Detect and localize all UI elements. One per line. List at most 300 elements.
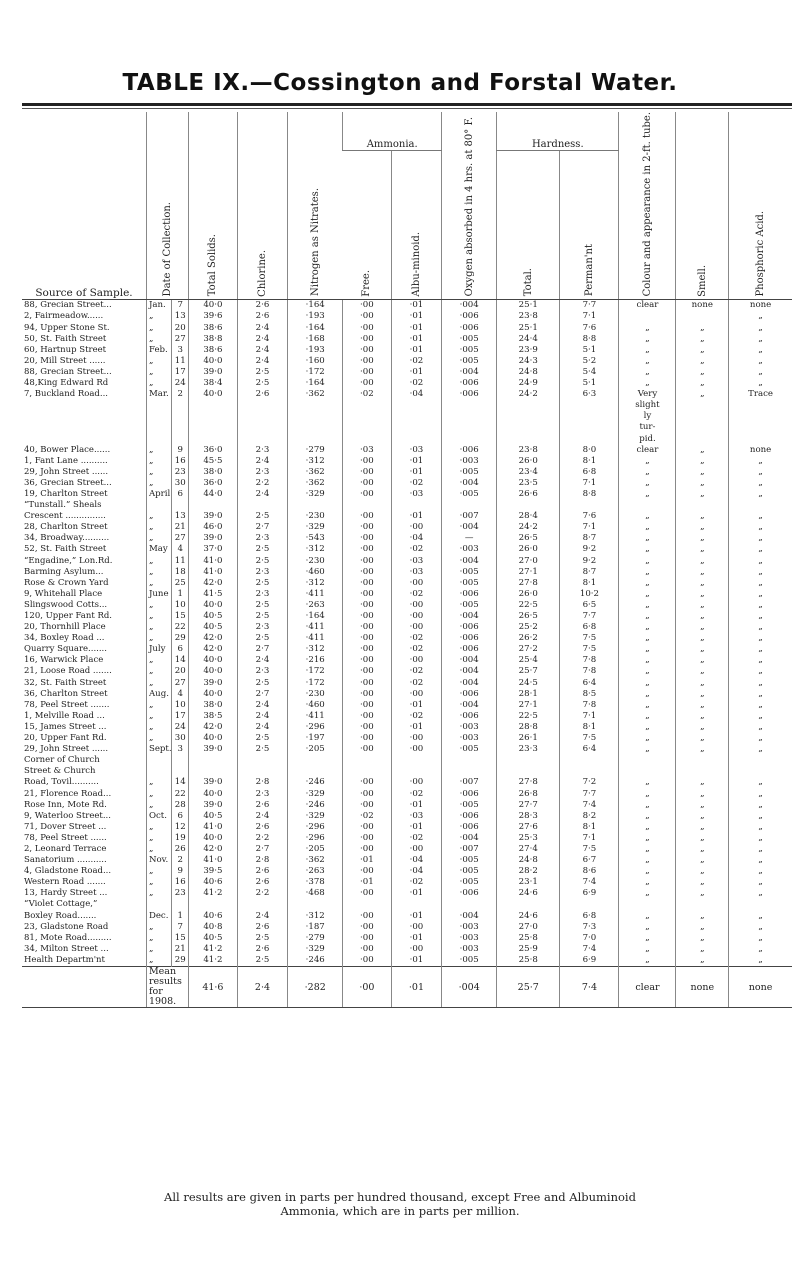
cell-hardness-permanent xyxy=(560,411,619,422)
cell-month: Mar. xyxy=(146,389,171,400)
cell-month xyxy=(146,400,171,411)
cell-hardness-permanent: 7·4 xyxy=(560,877,619,888)
cell-nitrogen: ·411 xyxy=(288,622,343,633)
cell-phosphoric-acid: „ xyxy=(729,666,792,677)
cell-source: 28, Charlton Street xyxy=(24,522,108,533)
cell-day: 2 xyxy=(172,389,189,400)
cell-albuminoid-ammonia: ·03 xyxy=(391,445,442,456)
cell-smell xyxy=(676,422,729,433)
cell-oxygen-absorbed: ·007 xyxy=(442,511,497,522)
cell-phosphoric-acid: „ xyxy=(729,589,792,600)
cell-month: „ xyxy=(146,888,171,899)
cell-hardness-permanent: 8·0 xyxy=(560,445,619,456)
cell-free-ammonia: ·00 xyxy=(343,522,392,533)
cell-free-ammonia: ·00 xyxy=(343,478,392,489)
cell-hardness-permanent: 7·5 xyxy=(560,844,619,855)
cell-month: May xyxy=(146,544,171,555)
cell-albuminoid-ammonia: ·03 xyxy=(391,556,442,567)
cell-month: „ xyxy=(146,511,171,522)
cell-smell xyxy=(676,500,729,511)
cell-free-ammonia: ·00 xyxy=(343,334,392,345)
cell-free-ammonia: ·00 xyxy=(343,722,392,733)
table-row xyxy=(22,345,792,356)
cell-albuminoid-ammonia: ·01 xyxy=(391,722,442,733)
cell-total-solids: 40·5 xyxy=(189,811,238,822)
cell-day: 21 xyxy=(172,522,189,533)
cell-hardness-permanent: 7·7 xyxy=(560,789,619,800)
cell-day: 11 xyxy=(172,556,189,567)
mean-nitrogen: ·282 xyxy=(288,967,343,1008)
cell-chlorine xyxy=(237,899,288,910)
cell-colour: clear xyxy=(619,445,676,456)
cell-chlorine: 2·4 xyxy=(237,700,288,711)
cell-total-solids: 39·0 xyxy=(189,367,238,378)
footnote-line-2: Ammonia, which are in parts per million. xyxy=(280,1204,520,1218)
cell-hardness-total xyxy=(497,400,560,411)
cell-hardness-total xyxy=(497,755,560,766)
cell-phosphoric-acid: „ xyxy=(729,567,792,578)
cell-smell xyxy=(676,766,729,777)
cell-month: April xyxy=(146,489,171,500)
cell-nitrogen: ·216 xyxy=(288,655,343,666)
cell-hardness-total: 23·8 xyxy=(497,311,560,322)
cell-hardness-permanent: 9·2 xyxy=(560,544,619,555)
cell-source: 52, St. Faith Street xyxy=(24,544,107,555)
cell-oxygen-absorbed: ·004 xyxy=(442,556,497,567)
cell-day: 28 xyxy=(172,800,189,811)
cell-smell: „ xyxy=(676,622,729,633)
cell-nitrogen: ·246 xyxy=(288,955,343,967)
cell-hardness-total: 28·1 xyxy=(497,689,560,700)
table-row xyxy=(22,356,792,367)
cell-total-solids xyxy=(189,755,238,766)
cell-nitrogen: ·468 xyxy=(288,888,343,899)
cell-oxygen-absorbed: ·005 xyxy=(442,334,497,345)
cell-smell: „ xyxy=(676,811,729,822)
cell-free-ammonia: ·03 xyxy=(343,445,392,456)
cell-colour xyxy=(619,755,676,766)
cell-nitrogen: ·172 xyxy=(288,666,343,677)
cell-free-ammonia: ·00 xyxy=(343,733,392,744)
cell-free-ammonia: ·00 xyxy=(343,655,392,666)
cell-albuminoid-ammonia: ·02 xyxy=(391,378,442,389)
cell-colour xyxy=(619,766,676,777)
cell-albuminoid-ammonia: ·01 xyxy=(391,511,442,522)
table-row xyxy=(22,578,792,589)
cell-hardness-permanent: 6·7 xyxy=(560,855,619,866)
cell-source: 88, Grecian Street... xyxy=(24,366,112,377)
cell-hardness-total: 23·8 xyxy=(497,445,560,456)
cell-day: 20 xyxy=(172,323,189,334)
cell-total-solids xyxy=(189,434,238,445)
cell-nitrogen: ·193 xyxy=(288,345,343,356)
cell-phosphoric-acid xyxy=(729,500,792,511)
cell-phosphoric-acid: „ xyxy=(729,489,792,500)
cell-colour: „ xyxy=(619,855,676,866)
cell-total-solids: 41·0 xyxy=(189,855,238,866)
cell-phosphoric-acid: „ xyxy=(729,689,792,700)
cell-free-ammonia: ·00 xyxy=(343,700,392,711)
cell-nitrogen: ·205 xyxy=(288,744,343,755)
table-row xyxy=(22,711,792,722)
cell-colour: „ xyxy=(619,700,676,711)
cell-hardness-total: 23·5 xyxy=(497,478,560,489)
cell-source xyxy=(22,434,146,445)
cell-chlorine: 2·5 xyxy=(237,378,288,389)
cell-source: Road, Tovil.......... xyxy=(24,777,99,788)
cell-phosphoric-acid: „ xyxy=(729,544,792,555)
cell-oxygen-absorbed: ·006 xyxy=(442,589,497,600)
table-row xyxy=(22,300,792,312)
cell-hardness-permanent xyxy=(560,766,619,777)
cell-free-ammonia: ·00 xyxy=(343,378,392,389)
cell-hardness-permanent: 6·3 xyxy=(560,389,619,400)
cell-oxygen-absorbed: ·003 xyxy=(442,722,497,733)
cell-total-solids: 41·0 xyxy=(189,556,238,567)
table-row xyxy=(22,844,792,855)
cell-day xyxy=(172,899,189,910)
cell-source: Corner of Church xyxy=(24,755,100,766)
cell-nitrogen: ·460 xyxy=(288,567,343,578)
cell-oxygen-absorbed: ·005 xyxy=(442,855,497,866)
cell-month: „ xyxy=(146,600,171,611)
cell-day xyxy=(172,434,189,445)
cell-free-ammonia: ·00 xyxy=(343,567,392,578)
cell-colour: „ xyxy=(619,877,676,888)
cell-phosphoric-acid: „ xyxy=(729,700,792,711)
cell-chlorine: 2·5 xyxy=(237,600,288,611)
cell-phosphoric-acid: „ xyxy=(729,866,792,877)
cell-hardness-permanent: 7·7 xyxy=(560,300,619,312)
cell-nitrogen: ·362 xyxy=(288,855,343,866)
cell-day xyxy=(172,755,189,766)
cell-month: „ xyxy=(146,733,171,744)
cell-colour: „ xyxy=(619,888,676,899)
cell-nitrogen: ·164 xyxy=(288,323,343,334)
cell-oxygen-absorbed: ·006 xyxy=(442,323,497,334)
cell-smell: „ xyxy=(676,600,729,611)
cell-oxygen-absorbed: ·006 xyxy=(442,822,497,833)
cell-total-solids: 40·5 xyxy=(189,933,238,944)
cell-phosphoric-acid: „ xyxy=(729,833,792,844)
cell-smell: „ xyxy=(676,944,729,955)
cell-albuminoid-ammonia: ·02 xyxy=(391,544,442,555)
cell-total-solids: 44·0 xyxy=(189,489,238,500)
cell-source: 78, Peel Street ....... xyxy=(24,699,110,710)
cell-chlorine xyxy=(237,411,288,422)
cell-free-ammonia: ·00 xyxy=(343,678,392,689)
cell-phosphoric-acid: „ xyxy=(729,511,792,522)
cell-hardness-total: 25·1 xyxy=(497,300,560,312)
cell-hardness-total: 26·0 xyxy=(497,456,560,467)
table-row xyxy=(22,888,792,899)
cell-oxygen-absorbed: ·003 xyxy=(442,933,497,944)
cell-month: „ xyxy=(146,700,171,711)
table-row xyxy=(22,722,792,733)
cell-nitrogen: ·230 xyxy=(288,556,343,567)
cell-free-ammonia: ·00 xyxy=(343,600,392,611)
cell-smell: „ xyxy=(676,922,729,933)
cell-source: 29, John Street ...... xyxy=(24,744,109,755)
cell-chlorine: 2·3 xyxy=(237,567,288,578)
cell-phosphoric-acid: none xyxy=(729,300,792,312)
cell-albuminoid-ammonia: ·02 xyxy=(391,678,442,689)
cell-colour: „ xyxy=(619,711,676,722)
cell-month: „ xyxy=(146,711,171,722)
table-row xyxy=(22,655,792,666)
cell-phosphoric-acid: „ xyxy=(729,711,792,722)
cell-total-solids: 41·0 xyxy=(189,567,238,578)
cell-total-solids: 40·0 xyxy=(189,789,238,800)
cell-day: 13 xyxy=(172,311,189,322)
cell-free-ammonia: ·00 xyxy=(343,556,392,567)
cell-hardness-total xyxy=(497,766,560,777)
cell-albuminoid-ammonia: ·02 xyxy=(391,356,442,367)
cell-hardness-total: 22·5 xyxy=(497,600,560,611)
cell-total-solids: 38·6 xyxy=(189,323,238,334)
cell-hardness-total: 25·1 xyxy=(497,323,560,334)
cell-free-ammonia: ·00 xyxy=(343,689,392,700)
cell-colour: „ xyxy=(619,678,676,689)
cell-smell: „ xyxy=(676,334,729,345)
cell-hardness-permanent: 7·6 xyxy=(560,323,619,334)
cell-oxygen-absorbed: ·004 xyxy=(442,300,497,312)
cell-hardness-total: 28·8 xyxy=(497,722,560,733)
cell-phosphoric-acid: „ xyxy=(729,334,792,345)
cell-chlorine: 2·5 xyxy=(237,556,288,567)
cell-hardness-total: 23·9 xyxy=(497,345,560,356)
cell-smell: „ xyxy=(676,711,729,722)
mean-colour: clear xyxy=(619,967,676,1008)
table-row xyxy=(22,411,792,422)
cell-albuminoid-ammonia: ·01 xyxy=(391,955,442,967)
cell-source: 7, Buckland Road... xyxy=(24,389,108,400)
cell-day: 3 xyxy=(172,744,189,755)
cell-total-solids: 41·2 xyxy=(189,944,238,955)
cell-total-solids: 42·0 xyxy=(189,844,238,855)
table-row xyxy=(22,533,792,544)
cell-free-ammonia: ·00 xyxy=(343,844,392,855)
cell-phosphoric-acid: „ xyxy=(729,888,792,899)
cell-nitrogen xyxy=(288,766,343,777)
cell-hardness-total: 24·4 xyxy=(497,334,560,345)
cell-total-solids xyxy=(189,766,238,777)
cell-hardness-permanent: 10·2 xyxy=(560,589,619,600)
cell-colour: „ xyxy=(619,800,676,811)
cell-smell: „ xyxy=(676,445,729,456)
cell-day: 6 xyxy=(172,811,189,822)
cell-total-solids: 41·5 xyxy=(189,589,238,600)
cell-smell: „ xyxy=(676,955,729,967)
cell-nitrogen: ·411 xyxy=(288,589,343,600)
table-row xyxy=(22,378,792,389)
cell-source: “Engadine,” Lon.Rd. xyxy=(24,555,113,566)
cell-month: „ xyxy=(146,533,171,544)
cell-hardness-permanent: 6·8 xyxy=(560,467,619,478)
cell-nitrogen: ·296 xyxy=(288,833,343,844)
cell-hardness-permanent: 6·4 xyxy=(560,678,619,689)
cell-oxygen-absorbed: ·003 xyxy=(442,944,497,955)
cell-hardness-permanent: 7·5 xyxy=(560,633,619,644)
cell-colour: „ xyxy=(619,933,676,944)
cell-albuminoid-ammonia: ·01 xyxy=(391,800,442,811)
cell-source: 50, St. Faith Street xyxy=(24,333,107,344)
cell-total-solids: 40·0 xyxy=(189,600,238,611)
cell-albuminoid-ammonia: ·02 xyxy=(391,633,442,644)
cell-month: „ xyxy=(146,378,171,389)
cell-chlorine: 2·4 xyxy=(237,323,288,334)
cell-albuminoid-ammonia: ·04 xyxy=(391,389,442,400)
cell-month xyxy=(146,422,171,433)
cell-chlorine: 2·4 xyxy=(237,722,288,733)
cell-hardness-total: 25·7 xyxy=(497,666,560,677)
cell-hardness-permanent xyxy=(560,400,619,411)
table-row xyxy=(22,689,792,700)
cell-day xyxy=(172,400,189,411)
cell-hardness-total: 27·1 xyxy=(497,567,560,578)
cell-oxygen-absorbed xyxy=(442,422,497,433)
cell-nitrogen: ·312 xyxy=(288,544,343,555)
cell-smell: „ xyxy=(676,800,729,811)
mean-oxygen: ·004 xyxy=(442,967,497,1008)
cell-oxygen-absorbed: ·006 xyxy=(442,811,497,822)
cell-albuminoid-ammonia xyxy=(391,400,442,411)
cell-chlorine: 2·5 xyxy=(237,733,288,744)
cell-month: „ xyxy=(146,311,171,322)
cell-oxygen-absorbed: ·007 xyxy=(442,844,497,855)
cell-free-ammonia xyxy=(343,755,392,766)
cell-colour: „ xyxy=(619,367,676,378)
cell-colour: „ xyxy=(619,722,676,733)
cell-chlorine: 2·6 xyxy=(237,300,288,312)
cell-albuminoid-ammonia: ·00 xyxy=(391,844,442,855)
cell-day: 24 xyxy=(172,722,189,733)
cell-smell: „ xyxy=(676,855,729,866)
cell-hardness-total xyxy=(497,500,560,511)
cell-chlorine: 2·3 xyxy=(237,533,288,544)
table-row xyxy=(22,600,792,611)
cell-total-solids: 39·0 xyxy=(189,533,238,544)
cell-hardness-total: 24·8 xyxy=(497,367,560,378)
cell-nitrogen xyxy=(288,411,343,422)
cell-smell: „ xyxy=(676,844,729,855)
cell-colour: „ xyxy=(619,323,676,334)
cell-month: July xyxy=(146,644,171,655)
header-free: Free. xyxy=(343,150,392,300)
cell-hardness-permanent: 8·7 xyxy=(560,567,619,578)
cell-hardness-total: 27·2 xyxy=(497,644,560,655)
header-nitrogen: Nitrogen as Nitrates. xyxy=(288,112,343,300)
cell-oxygen-absorbed: ·006 xyxy=(442,711,497,722)
cell-phosphoric-acid: „ xyxy=(729,356,792,367)
cell-source: 13, Hardy Street ... xyxy=(24,888,108,899)
cell-month: „ xyxy=(146,833,171,844)
cell-albuminoid-ammonia xyxy=(391,899,442,910)
cell-free-ammonia: ·00 xyxy=(343,511,392,522)
cell-oxygen-absorbed: ·006 xyxy=(442,689,497,700)
cell-chlorine: 2·3 xyxy=(237,789,288,800)
cell-source: “Tunstall.” Sheals xyxy=(24,500,102,511)
cell-chlorine: 2·3 xyxy=(237,622,288,633)
table-row xyxy=(22,389,792,400)
cell-nitrogen: ·168 xyxy=(288,334,343,345)
cell-hardness-permanent: 8·5 xyxy=(560,689,619,700)
cell-total-solids: 40·0 xyxy=(189,655,238,666)
cell-oxygen-absorbed xyxy=(442,755,497,766)
cell-month: „ xyxy=(146,456,171,467)
cell-free-ammonia xyxy=(343,400,392,411)
cell-source: 20, Upper Fant Rd. xyxy=(24,733,107,744)
cell-month: „ xyxy=(146,367,171,378)
cell-month: Feb. xyxy=(146,345,171,356)
title-rule-thin xyxy=(22,108,792,109)
cell-source: Boxley Road....... xyxy=(24,910,97,921)
cell-hardness-permanent: 8·1 xyxy=(560,822,619,833)
cell-day: 3 xyxy=(172,345,189,356)
table-row xyxy=(22,678,792,689)
cell-phosphoric-acid: none xyxy=(729,445,792,456)
cell-chlorine xyxy=(237,766,288,777)
cell-albuminoid-ammonia: ·00 xyxy=(391,611,442,622)
cell-hardness-permanent: 7·5 xyxy=(560,644,619,655)
table-row xyxy=(22,467,792,478)
cell-month: „ xyxy=(146,678,171,689)
cell-total-solids: 40·0 xyxy=(189,356,238,367)
cell-hardness-permanent: 7·1 xyxy=(560,311,619,322)
cell-hardness-total: 26·5 xyxy=(497,533,560,544)
cell-month xyxy=(146,766,171,777)
cell-colour: „ xyxy=(619,356,676,367)
cell-month: Nov. xyxy=(146,855,171,866)
cell-nitrogen xyxy=(288,434,343,445)
cell-colour xyxy=(619,500,676,511)
cell-month: „ xyxy=(146,933,171,944)
cell-nitrogen: ·543 xyxy=(288,533,343,544)
cell-phosphoric-acid xyxy=(729,411,792,422)
cell-source: Crescent ............... xyxy=(24,511,106,522)
cell-month: „ xyxy=(146,877,171,888)
cell-total-solids: 36·0 xyxy=(189,445,238,456)
cell-smell: none xyxy=(676,300,729,312)
cell-free-ammonia: ·00 xyxy=(343,911,392,922)
cell-smell: „ xyxy=(676,700,729,711)
cell-phosphoric-acid: „ xyxy=(729,789,792,800)
cell-day xyxy=(172,422,189,433)
cell-total-solids: 40·0 xyxy=(189,666,238,677)
cell-free-ammonia: ·02 xyxy=(343,811,392,822)
cell-albuminoid-ammonia: ·02 xyxy=(391,589,442,600)
cell-hardness-total: 27·0 xyxy=(497,556,560,567)
cell-albuminoid-ammonia: ·00 xyxy=(391,922,442,933)
cell-free-ammonia xyxy=(343,422,392,433)
cell-hardness-total: 26·0 xyxy=(497,589,560,600)
cell-total-solids: 38·8 xyxy=(189,334,238,345)
cell-phosphoric-acid: Trace xyxy=(729,389,792,400)
cell-hardness-permanent: 8·1 xyxy=(560,456,619,467)
cell-chlorine: 2·4 xyxy=(237,911,288,922)
cell-oxygen-absorbed: ·006 xyxy=(442,311,497,322)
footnote-line-1: All results are given in parts per hundred thousand, except Free and Albuminoid xyxy=(164,1190,636,1204)
cell-hardness-permanent: 8·1 xyxy=(560,578,619,589)
cell-hardness-permanent: 9·2 xyxy=(560,556,619,567)
cell-oxygen-absorbed: ·004 xyxy=(442,367,497,378)
mean-chlorine: 2·4 xyxy=(237,967,288,1008)
cell-hardness-total: 24·5 xyxy=(497,678,560,689)
cell-day: 25 xyxy=(172,578,189,589)
cell-day: 15 xyxy=(172,933,189,944)
cell-day: 20 xyxy=(172,666,189,677)
cell-albuminoid-ammonia xyxy=(391,434,442,445)
